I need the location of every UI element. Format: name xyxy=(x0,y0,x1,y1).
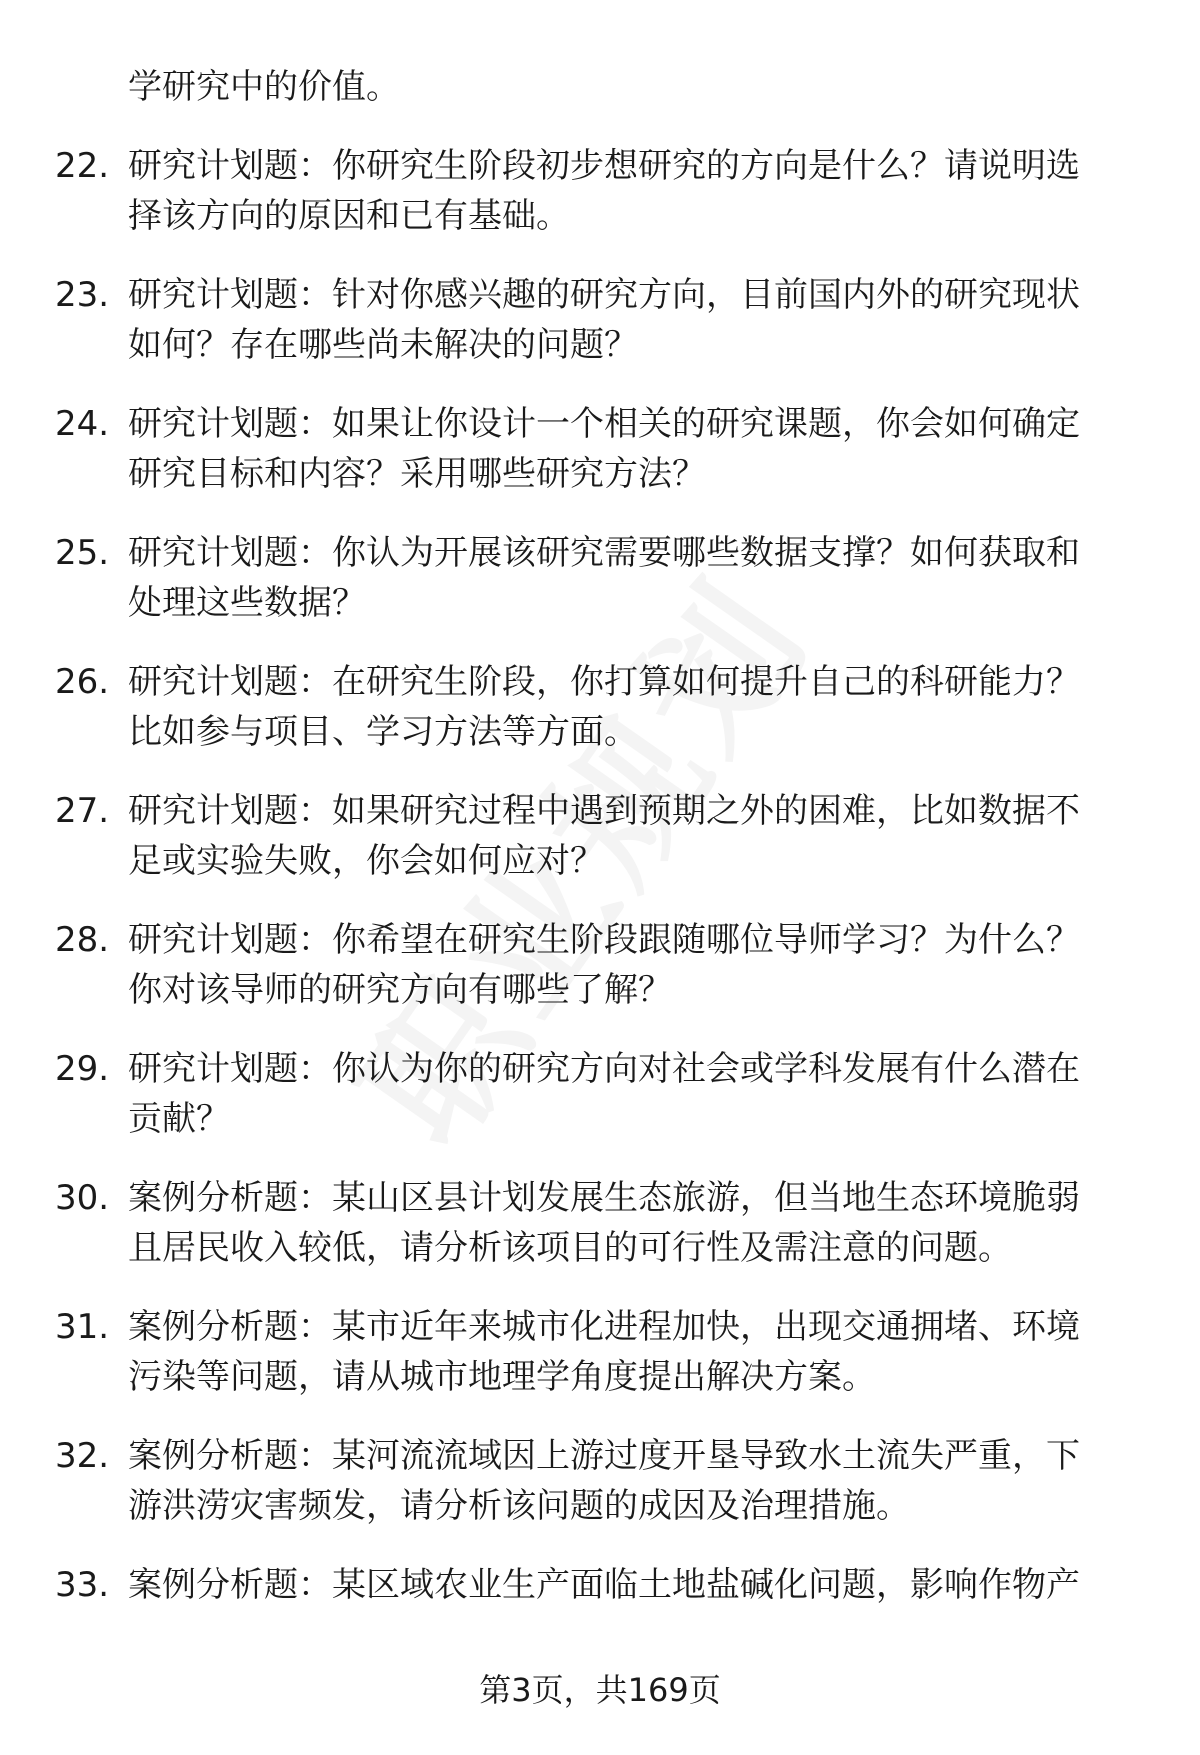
question-number: 29. xyxy=(55,1049,110,1089)
question-item-28 xyxy=(55,915,1145,1015)
question-text xyxy=(128,399,1145,499)
question-text xyxy=(128,1302,1145,1402)
question-item-31 xyxy=(55,1302,1145,1402)
question-item-32 xyxy=(55,1431,1145,1531)
question-number: 32. xyxy=(55,1436,110,1476)
question-number: 26. xyxy=(55,662,110,702)
question-line: 研究计划题：如果让你设计一个相关的研究课题，你会如何确定 xyxy=(128,404,1080,444)
question-line: 游洪涝灾害频发，请分析该问题的成因及治理措施。 xyxy=(128,1486,910,1526)
question-line: 案例分析题：某市近年来城市化进程加快，出现交通拥堵、环境 xyxy=(128,1307,1080,1347)
question-text xyxy=(128,1560,1145,1610)
question-number: 28. xyxy=(55,920,110,960)
question-number: 31. xyxy=(55,1307,110,1347)
question-line: 研究计划题：针对你感兴趣的研究方向，目前国内外的研究现状 xyxy=(128,275,1080,315)
question-number: 22. xyxy=(55,146,110,186)
question-number: 24. xyxy=(55,404,110,444)
question-text xyxy=(128,528,1145,628)
question-number: 25. xyxy=(55,533,110,573)
question-number: 23. xyxy=(55,275,110,315)
question-line: 研究计划题：你希望在研究生阶段跟随哪位导师学习？为什么？ xyxy=(128,920,1080,960)
question-line: 比如参与项目、学习方法等方面。 xyxy=(128,712,638,752)
question-item-26 xyxy=(55,657,1145,757)
continuation-line: 学研究中的价值。 xyxy=(128,67,400,107)
question-number: 33. xyxy=(55,1565,110,1605)
question-line: 研究计划题：在研究生阶段，你打算如何提升自己的科研能力？ xyxy=(128,662,1080,702)
question-item-25 xyxy=(55,528,1145,628)
question-list xyxy=(55,62,1145,1639)
question-line: 贡献？ xyxy=(128,1099,230,1139)
question-line: 你对该导师的研究方向有哪些了解？ xyxy=(128,970,672,1010)
question-text xyxy=(128,270,1145,370)
question-text xyxy=(128,915,1145,1015)
question-line: 污染等问题，请从城市地理学角度提出解决方案。 xyxy=(128,1357,876,1397)
question-line: 研究目标和内容？采用哪些研究方法？ xyxy=(128,454,706,494)
question-line: 案例分析题：某山区县计划发展生态旅游，但当地生态环境脆弱 xyxy=(128,1178,1080,1218)
question-text xyxy=(128,1431,1145,1531)
question-text xyxy=(128,786,1145,886)
question-item-24 xyxy=(55,399,1145,499)
question-line: 研究计划题：你认为你的研究方向对社会或学科发展有什么潜在 xyxy=(128,1049,1080,1089)
question-line: 且居民收入较低，请分析该项目的可行性及需注意的问题。 xyxy=(128,1228,1012,1268)
question-item-33 xyxy=(55,1560,1145,1610)
question-item-30 xyxy=(55,1173,1145,1273)
question-text xyxy=(128,657,1145,757)
question-text xyxy=(128,1044,1145,1144)
question-line: 案例分析题：某河流流域因上游过度开垦导致水土流失严重，下 xyxy=(128,1436,1080,1476)
question-item-23 xyxy=(55,270,1145,370)
question-number: 30. xyxy=(55,1178,110,1218)
question-line: 如何？存在哪些尚未解决的问题？ xyxy=(128,325,638,365)
question-line: 研究计划题：你认为开展该研究需要哪些数据支撑？如何获取和 xyxy=(128,533,1080,573)
page-footer: 第3页，共169页 xyxy=(479,1671,721,1709)
question-text xyxy=(128,1173,1145,1273)
question-line: 研究计划题：如果研究过程中遇到预期之外的困难，比如数据不 xyxy=(128,791,1080,831)
question-item-22 xyxy=(55,141,1145,241)
question-item-29 xyxy=(55,1044,1145,1144)
question-line: 择该方向的原因和已有基础。 xyxy=(128,196,570,236)
question-line: 研究计划题：你研究生阶段初步想研究的方向是什么？请说明选 xyxy=(128,146,1080,186)
question-item-27 xyxy=(55,786,1145,886)
question-line: 案例分析题：某区域农业生产面临土地盐碱化问题，影响作物产 xyxy=(128,1565,1080,1605)
question-line: 处理这些数据？ xyxy=(128,583,366,623)
question-text xyxy=(128,141,1145,241)
question-line: 足或实验失败，你会如何应对？ xyxy=(128,841,604,881)
question-number: 27. xyxy=(55,791,110,831)
